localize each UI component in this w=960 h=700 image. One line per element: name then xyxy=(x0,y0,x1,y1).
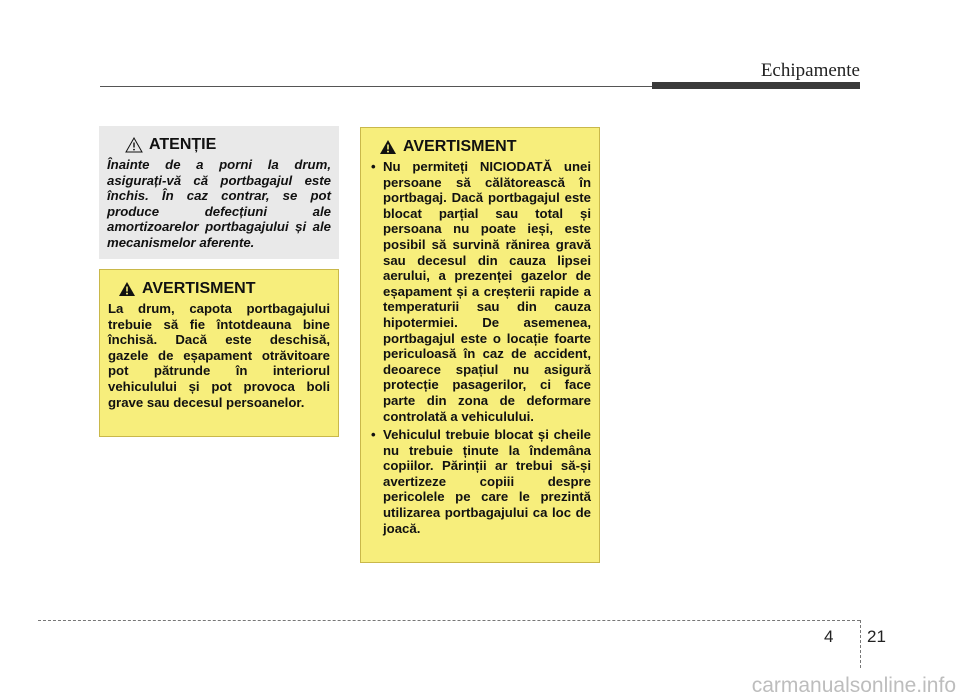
header-divider xyxy=(100,86,660,87)
warning-list xyxy=(369,159,591,536)
warning-box-no-passengers xyxy=(360,127,600,563)
footer-divider xyxy=(38,620,860,621)
warning-filled-triangle-icon xyxy=(118,281,136,297)
footer-vertical-divider xyxy=(860,620,861,668)
caution-heading: ATENȚIE xyxy=(149,136,217,153)
bullet: • xyxy=(371,427,376,443)
bullet: • xyxy=(371,159,376,174)
chapter-number: 4 xyxy=(824,627,834,646)
list-item-text: Nu permiteți NICIODATĂ unei persoane să călătorească în portbagaj. Dacă portbagajul este blocat parțial sau total și persoana nu poate ieși, este posibil să survină rănirea gravă sau decesul din cauza lipsei aerului, a prezenței gazelor de eșapament și a creșterii rapide a temperaturii sau din cauza hipotermiei. De asemenea, portbagajul este o locație foarte periculoasă în caz de accident, deoarece spațiul nu asigură protecție pasagerilor, ci face parte din zona de deformare controlată a vehiculului. xyxy=(383,159,591,424)
caution-heading-row xyxy=(125,136,331,154)
warning-heading-row xyxy=(118,280,330,298)
list-item-text: Vehiculul trebuie blocat și cheile nu trebuie ținute la îndemâna copiilor. Părinții ar trebui să-și avertizeze copiii despre pericolele pe care le prezintă utilizarea portbagajului ca loc de joacă. xyxy=(383,427,591,536)
warning-filled-triangle-icon xyxy=(379,139,397,155)
list-item xyxy=(369,427,591,536)
caution-outline-triangle-icon xyxy=(125,137,143,153)
caution-text: Înainte de a porni la drum, asigurați-vă că portbagajul este închis. În caz contrar, se pot produce defecțiuni ale amortizoarelor portbagajului și ale mecanismelor aferente. xyxy=(107,157,331,250)
header-accent-bar xyxy=(652,82,860,89)
page-number: 21 xyxy=(867,627,886,646)
warning-heading: AVERTISMENT xyxy=(142,280,256,297)
warning-heading-row xyxy=(379,138,591,156)
warning-box-trunk-closed xyxy=(99,269,339,437)
list-item xyxy=(369,159,591,424)
watermark: carmanualsonline.info xyxy=(751,674,956,697)
caution-box xyxy=(99,126,339,259)
section-title: Echipamente xyxy=(760,60,860,81)
warning-text: La drum, capota portbagajului trebuie să fie întotdeauna bine închisă. Dacă este deschisă, gazele de eșapament otrăvitoare pot pătrunde în interiorul vehiculului și pot provoca boli grave sau decesul persoanelor. xyxy=(108,301,330,410)
warning-heading: AVERTISMENT xyxy=(403,138,517,155)
